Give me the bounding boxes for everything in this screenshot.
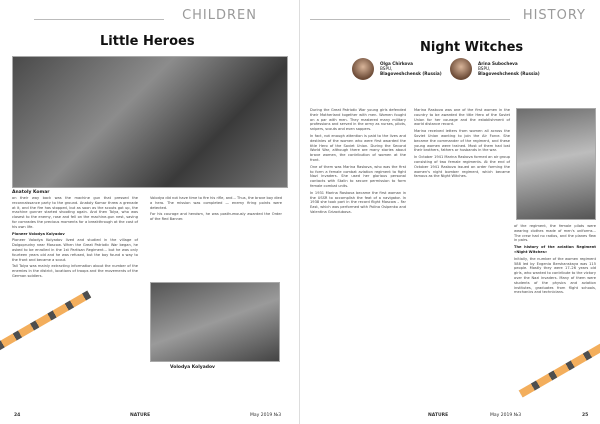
paragraph: of the regiment, the female pilots were wearing clothes made of men's uniforms... The crew had no radios, and the planes flew in pairs. xyxy=(514,224,596,243)
subheading: Pioneer Volodya Kolyadov xyxy=(12,231,65,236)
text-column-1 xyxy=(12,196,138,281)
page-number: 25 xyxy=(582,413,589,418)
paragraph: Marina Raskova was one of the first women in the country to be awarded the title Hero of the Soviet Union for her courage and the establishment of world distance record. xyxy=(414,108,510,127)
issue-date: May 2019 №3 xyxy=(490,413,522,418)
paragraph: In fact, not enough attention is paid to the lives and destinies of the women who were first awarded the title Hero of the Soviet Union. During the Second World War, although there are many stories about brave women, the contribution of women at the front. xyxy=(310,133,406,162)
paragraph: One of them was Marina Raskova, who was the first to form a female combat aviation regiment to fight Nazi invaders. She used her glorious personal contacts with Stalin to secure permission to form female combat units. xyxy=(310,164,406,188)
author-org: BSPU, xyxy=(380,66,393,71)
photo-caption: Anatoly Komar xyxy=(12,190,50,195)
text-column-2 xyxy=(150,196,282,224)
paragraph: Marina received letters from women all across the Soviet Union wanting to join the Air Force. She became the commander of the regiment, and these young women were trained. Most of them had lost their brothers, fathers or husbands in the war. xyxy=(414,129,510,153)
author-city: Blagoveshchensk (Russia) xyxy=(478,71,540,76)
paragraph: During the Great Patriotic War young girls defended their Motherland together with men. Women fought on a par with men. They mastered many military professions and served in the army as nurses, pilots, snipers, scouts and even sappers. xyxy=(310,108,406,132)
article-title: Night Witches xyxy=(420,40,524,55)
paragraph: Pioneer Volodya Kolyadov lived and studied in the village of Dolgoprudny near Moscow. When the Great Patriotic War began, he asked to be enrolled in the 1st Partisan Regiment... but he was only fourteen years old and he was refused, but the boy found a way to the front and became a scout. xyxy=(12,238,138,262)
article-title: Little Heroes xyxy=(100,34,195,49)
paragraph: For his courage and heroism, he was posthumously awarded the Order of the Red Banner. xyxy=(150,212,282,222)
magazine-name: NATURE xyxy=(130,413,151,418)
author-name: Olga Chirkova xyxy=(380,61,413,66)
aircraft-photo xyxy=(516,108,596,220)
section-heading: HISTORY xyxy=(522,8,586,23)
subheading: The history of the aviation Regiment «Night Witches» xyxy=(514,245,596,254)
text-column-2 xyxy=(414,108,510,181)
photo-caption: Volodya Kolyadov xyxy=(170,365,215,370)
page-number: 24 xyxy=(14,413,21,418)
author-org: BSPU, xyxy=(478,66,491,71)
paragraph: Volodya did not have time to fire his rifle, and... Thus, the brave boy died a hero. The mission was completed — enemy firing points were detected. xyxy=(150,196,282,210)
section-heading: CHILDREN xyxy=(182,8,257,23)
text-column-3 xyxy=(514,224,596,297)
avatar xyxy=(450,58,472,80)
paragraph: Tall Tolya was mainly extracting information about the number of the enemies in the district, locations of troops and the movements of the German soldiers. xyxy=(12,264,138,278)
avatar xyxy=(352,58,374,80)
author-name: Arina Subocheva xyxy=(478,61,518,66)
author-city: Blagoveshchensk (Russia) xyxy=(380,71,442,76)
section-rule xyxy=(34,19,164,20)
portrait-photo xyxy=(150,282,280,362)
paragraph: In 1931 Marina Raskova became the first woman in the USSR to accomplish the feat of a navigator. In 1938 she took part in the record flight Moscow – Far East, which was performed with Polina Osipenko and Valentina Grizodubova. xyxy=(310,190,406,214)
paragraph: Initially, the number of the women regiment 588 led by Evgenia Bershanskaya was 115 people. Mostly they were 17–26 years old girls, who wanted to contribute to the victory over the Nazi invaders. Many of them were students of the physics and aviation institutes, graduates from flight schools, mechanics and technicians. xyxy=(514,256,596,295)
issue-date: May 2019 №3 xyxy=(250,413,282,418)
text-column-1 xyxy=(310,108,406,217)
st-george-ribbon xyxy=(0,291,91,378)
paragraph: In October 1941 Marina Raskova formed an air group consisting of two female regiments. At the end of October 1941 Raskova issued an order forming the women's night bomber regiment, which became famous as the Night Witches. xyxy=(414,155,510,179)
section-rule xyxy=(310,19,510,20)
paragraph: on their way back was the machine gun that pressed the reconnaissance party to the ground. Anatoly Komar threw a grenade at it, and the fire has stopped, but as soon as the scouts got up, the machine gunner started shooting again. And then Tolya, who was closest to the enemy, rose and fell on the machine-gun nest, saving for comrades the precious moments for a breakthrough at the cost of his own life. xyxy=(12,196,138,229)
right-page xyxy=(300,0,600,424)
magazine-name: NATURE xyxy=(428,413,449,418)
war-photo xyxy=(12,56,288,188)
st-george-ribbon xyxy=(519,311,600,398)
